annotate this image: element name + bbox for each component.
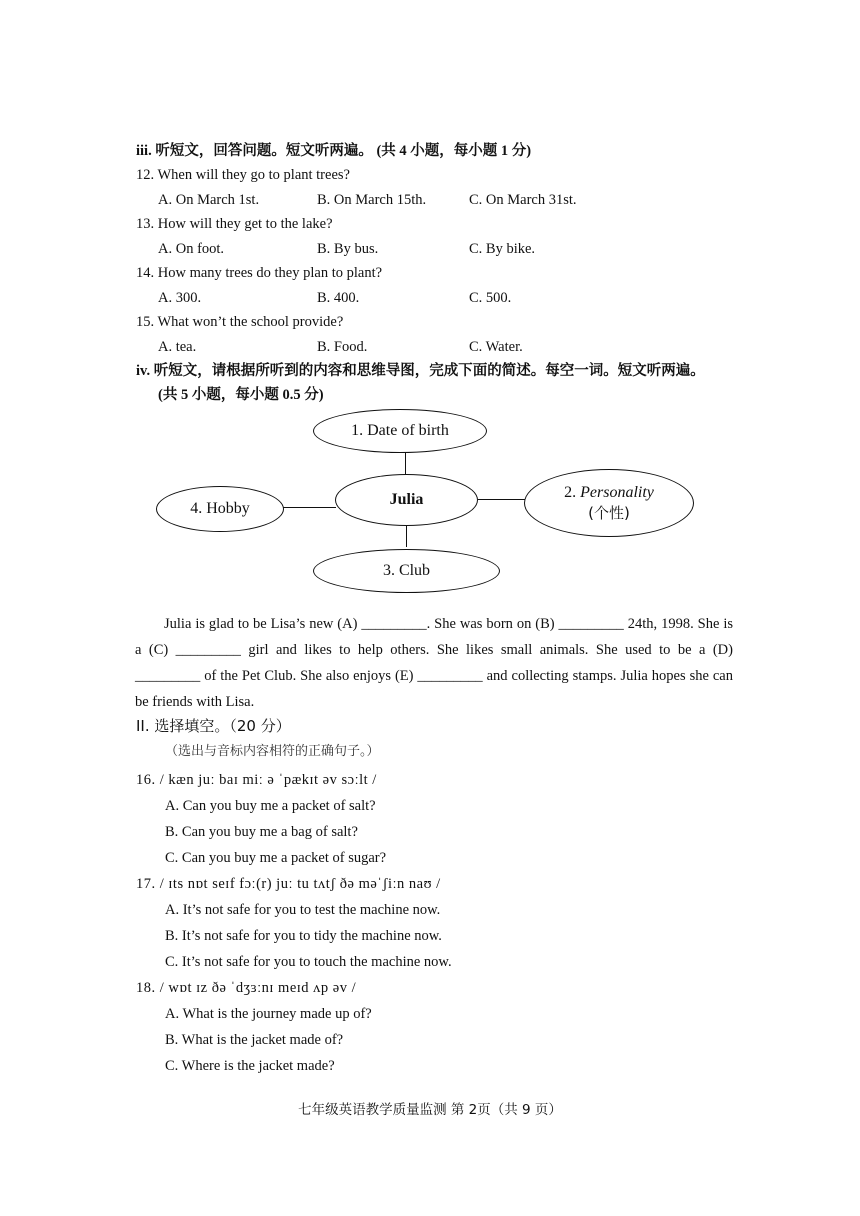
option-c: C. Where is the jacket made? bbox=[165, 1058, 335, 1074]
node-hobby bbox=[156, 486, 284, 532]
node-personality-number: 2. bbox=[564, 484, 577, 501]
option-c: C. By bike. bbox=[469, 241, 536, 257]
option-b: B. Can you buy me a bag of salt? bbox=[165, 824, 358, 840]
question-stem: 15. What won’t the school provide? bbox=[136, 314, 344, 330]
option-c: C. Water. bbox=[469, 339, 523, 355]
node-personality-chinese: (个性) bbox=[588, 504, 630, 522]
option-a: A. On foot. bbox=[158, 241, 225, 257]
question-stem: 14. How many trees do they plan to plant? bbox=[136, 265, 383, 281]
node-date-of-birth-label: 1. Date of birth bbox=[351, 422, 449, 439]
section-ii-instruction: （选出与音标内容相符的正确句子。） bbox=[165, 744, 380, 759]
passage-text: Julia is glad to be Lisa’s new (A) _________. She was born on (B) _________ 24th, 1998. She is a (C) _________ girl and likes to help others. She likes small animals. She used to be a (D) _________ of the Pet Club. She also enjoys (E) _________ and collecting stamps. Julia hopes she can be friends with Lisa. bbox=[135, 616, 733, 710]
connector-top bbox=[405, 453, 406, 475]
option-a: A. 300. bbox=[158, 290, 202, 306]
node-hobby-label: 4. Hobby bbox=[190, 500, 250, 517]
node-club bbox=[313, 549, 500, 593]
node-personality-word: Personality bbox=[580, 484, 654, 501]
question-stem: 13. How will they get to the lake? bbox=[136, 216, 333, 232]
section-iii-number: iii. bbox=[136, 143, 152, 159]
section-iii-instruction: 听短文，回答问题。短文听两遍。 bbox=[155, 143, 373, 159]
option-c: C. It’s not safe for you to touch the machine now. bbox=[165, 954, 452, 970]
mind-map bbox=[150, 408, 710, 598]
connector-bottom bbox=[406, 525, 407, 547]
page-footer: 七年级英语教学质量监测 第 2页（共 9 页） bbox=[298, 1102, 562, 1118]
connector-left bbox=[283, 507, 336, 508]
option-c: C. Can you buy me a packet of sugar? bbox=[165, 850, 387, 866]
section-iv-score: (共 5 小题，每小题 0.5 分) bbox=[158, 387, 324, 403]
option-b: B. Food. bbox=[317, 339, 368, 355]
option-a: A. It’s not safe for you to test the machine now. bbox=[165, 902, 441, 918]
question-stem: 12. When will they go to plant trees? bbox=[136, 167, 350, 183]
option-b: B. By bus. bbox=[317, 241, 379, 257]
option-b: B. 400. bbox=[317, 290, 360, 306]
section-ii-heading: II. 选择填空。（20 分） bbox=[136, 717, 291, 735]
option-c: C. 500. bbox=[469, 290, 512, 306]
phonetic-transcription: 16. / kæn juː baɪ miː ə ˈpækɪt əv sɔːlt / bbox=[136, 772, 377, 788]
section-iv-heading bbox=[136, 362, 705, 380]
option-b: B. It’s not safe for you to tidy the machine now. bbox=[165, 928, 442, 944]
phonetic-transcription: 18. / wɒt ɪz ðə ˈdʒɜːnɪ meɪd ʌp əv / bbox=[136, 980, 357, 996]
option-b: B. On March 15th. bbox=[317, 192, 427, 208]
option-a: A. What is the journey made up of? bbox=[165, 1006, 372, 1022]
section-iii-score: (共 4 小题，每小题 1 分) bbox=[376, 143, 532, 159]
phonetic-transcription: 17. / ɪts nɒt seɪf fɔː(r) juː tu tʌtʃ ðə məˈʃiːn naʊ / bbox=[136, 876, 441, 892]
option-a: A. Can you buy me a packet of salt? bbox=[165, 798, 376, 814]
option-a: A. tea. bbox=[158, 339, 197, 355]
node-center-label: Julia bbox=[389, 491, 424, 508]
option-a: A. On March 1st. bbox=[158, 192, 260, 208]
option-c: C. On March 31st. bbox=[469, 192, 577, 208]
section-iv-number: iv. bbox=[136, 363, 151, 379]
node-personality-label bbox=[564, 483, 654, 503]
node-club-label: 3. Club bbox=[382, 562, 431, 579]
option-b: B. What is the jacket made of? bbox=[165, 1032, 344, 1048]
connector-right bbox=[478, 499, 525, 500]
passage bbox=[135, 611, 733, 715]
node-center-julia bbox=[335, 474, 478, 526]
section-iv-instruction: 听短文，请根据所听到的内容和思维导图，完成下面的简述。每空一词。短文听两遍。 bbox=[153, 363, 705, 379]
node-date-of-birth bbox=[313, 409, 487, 453]
section-iii-heading bbox=[136, 142, 531, 160]
node-personality bbox=[524, 469, 694, 537]
